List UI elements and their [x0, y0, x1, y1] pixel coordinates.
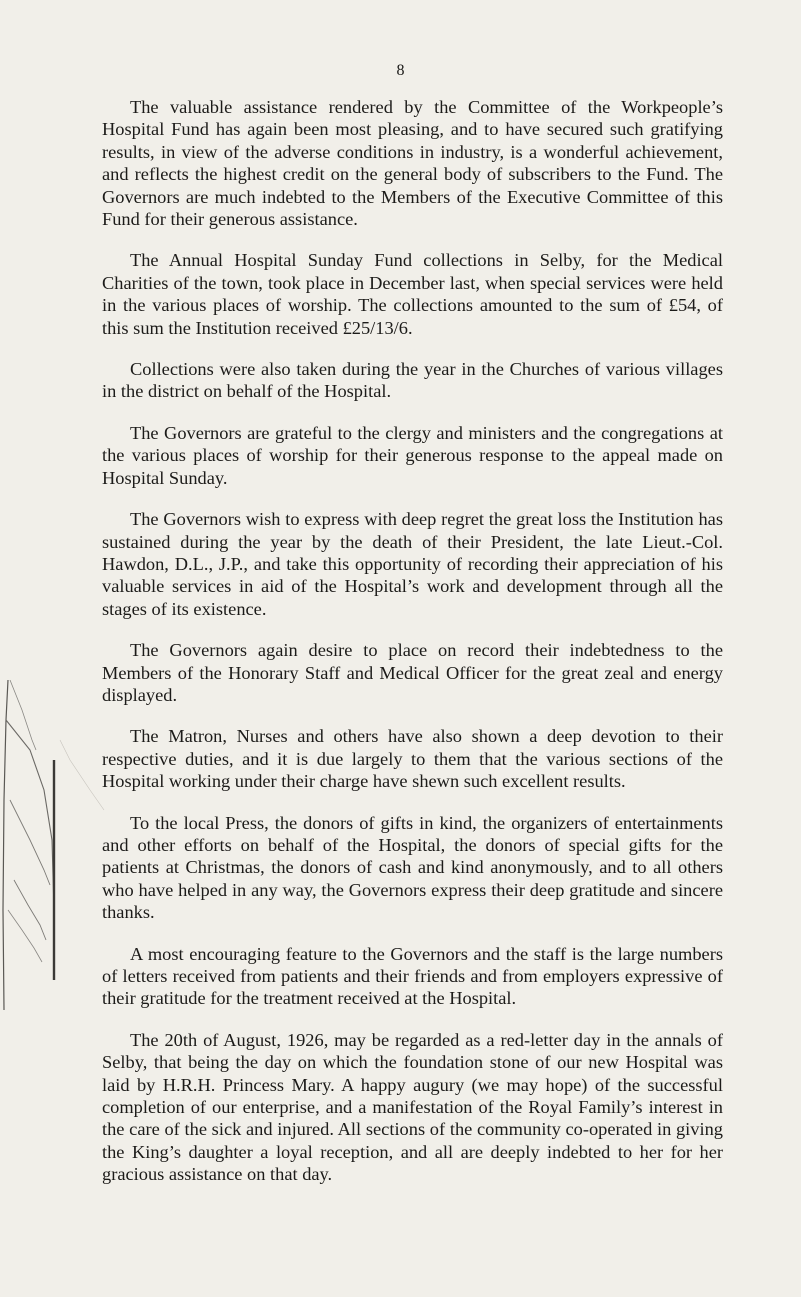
- paragraph-hospital-sunday-collections: The Annual Hospital Sunday Fund collections in Selby, for the Medical Charities of the town, took place in December last, when special services were held in the various places of worship. The collections amounted to the sum of £54, of this sum the Institution received £25/13/6.: [102, 250, 723, 338]
- binding-shadow-mark: [0, 680, 110, 1280]
- document-body: [102, 96, 723, 1205]
- paragraph-village-collections: Collections were also taken during the year in the Churches of various villages in the district on behalf of the Hospital.: [102, 359, 723, 402]
- paragraph-matron-nurses: The Matron, Nurses and others have also shown a deep devotion to their respective duties, and it is due largely to them that the various sections of the Hospital working under their charge have shewn such excellent results.: [102, 726, 723, 792]
- paragraph-foundation-stone: The 20th of August, 1926, may be regarded as a red-letter day in the annals of Selby, that being the day on which the foundation stone of our new Hospital was laid by H.R.H. Princess Mary. A happy augury (we may hope) of the successful completion of our enterprise, and a manifestation of the Royal Family’s interest in the care of the sick and injured. All sections of the community co-operated in giving the King’s daughter a loyal reception, and all are deeply indebted to her for her gracious assistance on that day.: [102, 1029, 723, 1185]
- paragraph-clergy-thanks: The Governors are grateful to the clergy and ministers and the congregations at the various places of worship for their generous response to the appeal made on Hospital Sunday.: [102, 422, 723, 488]
- page-number: 8: [396, 62, 405, 79]
- paragraph-patient-letters: A most encouraging feature to the Governors and the staff is the large numbers of letters received from patients and their friends and from employers expressive of their gratitude for the treatment received at the Hospital.: [102, 943, 723, 1009]
- paragraph-workpeople-fund: The valuable assistance rendered by the Committee of the Workpeople’s Hospital Fund has again been most pleasing, and to have secured such gratifying results, in view of the adverse conditions in industry, is a wonderful achievement, and reflects the highest credit on the general body of subscribers to the Fund. The Governors are much indebted to the Members of the Executive Committee of this Fund for their generous assistance.: [102, 97, 723, 230]
- paragraph-president-death: The Governors wish to express with deep regret the great loss the Institution has sustained during the year by the death of their President, the late Lieut.-Col. Hawdon, D.L., J.P., and take this opportunity of recording their appreciation of his valuable services in aid of the Hospital’s work and development through all the stages of its existence.: [102, 509, 723, 619]
- paragraph-honorary-staff: The Governors again desire to place on record their indebtedness to the Members of the Honorary Staff and Medical Officer for the great zeal and energy displayed.: [102, 640, 723, 705]
- paragraph-donors-thanks: To the local Press, the donors of gifts in kind, the organizers of entertainments and other efforts on behalf of the Hospital, the donors of special gifts for the patients at Christmas, the donors of cash and kind anonymously, and to all others who have helped in any way, the Governors express their deep gratitude and sincere thanks.: [102, 812, 723, 923]
